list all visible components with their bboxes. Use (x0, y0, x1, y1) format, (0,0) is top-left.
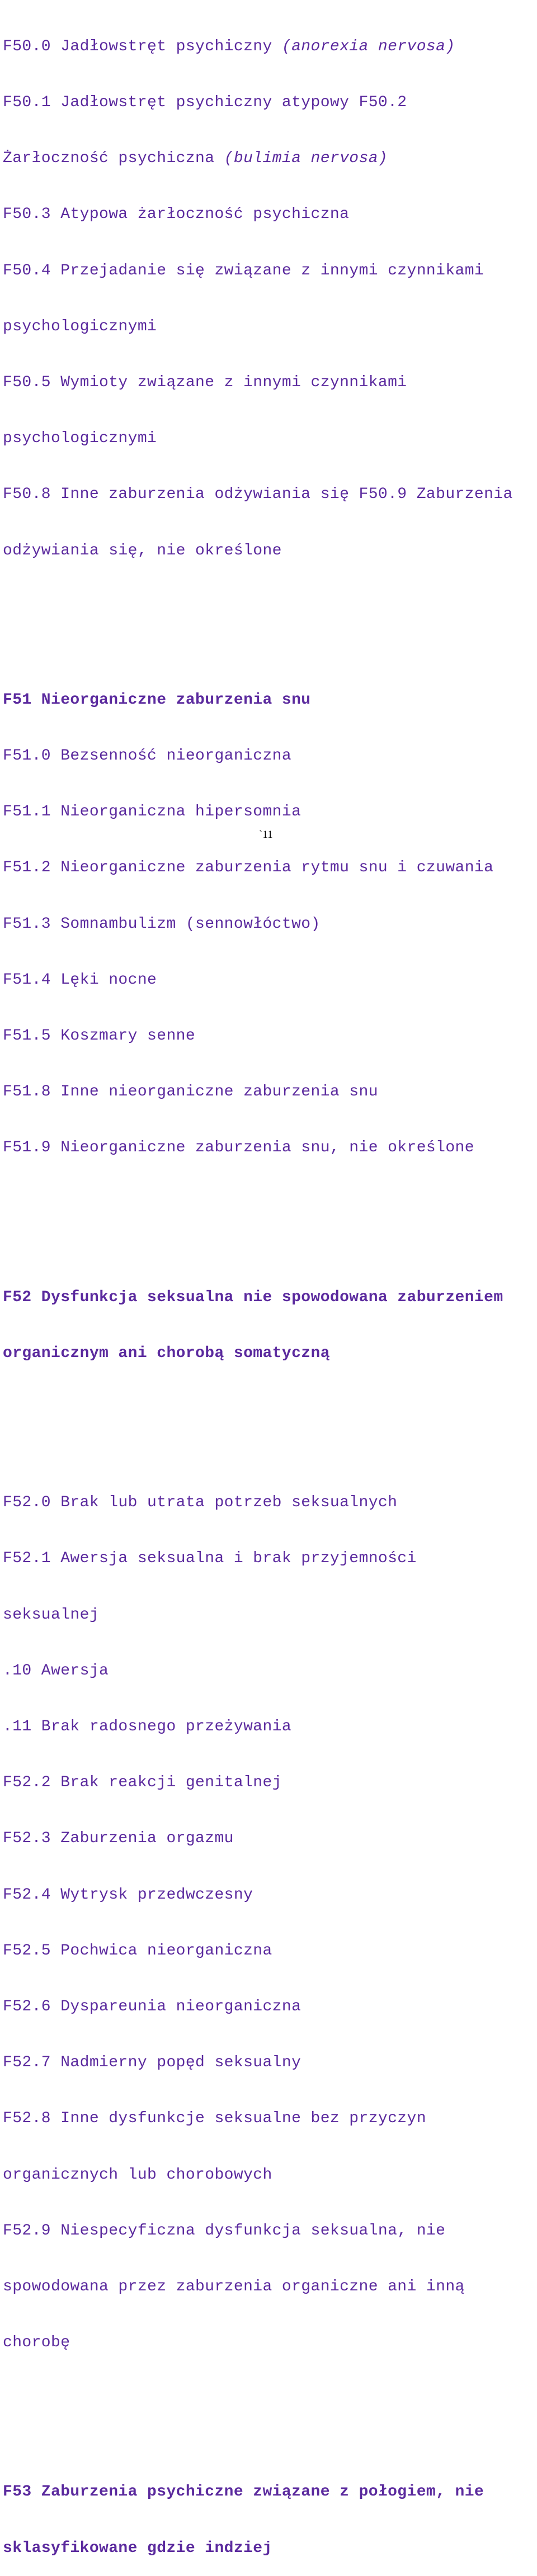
list-item: .10 Awersja (3, 1662, 109, 1680)
list-item: organicznych lub chorobowych (3, 2166, 272, 2184)
f50-2-text: Żarłoczność psychiczna (3, 150, 224, 168)
list-item: F52.3 Zaburzenia orgazmu (3, 1830, 234, 1848)
spacer (3, 2408, 537, 2427)
page-number: `11 (259, 829, 273, 841)
list-item: F52.8 Inne dysfunkcje seksualne bez przyczyn (3, 2110, 426, 2128)
f50-4-cont: psychologicznymi (3, 317, 157, 335)
spacer (3, 1419, 537, 1438)
f50-0-line (3, 37, 537, 56)
f50-1-line: F50.1 Jadłowstręt psychiczny atypowy F50.2 (3, 94, 407, 112)
f50-3-line: F50.3 Atypowa żarłoczność psychiczna (3, 206, 350, 224)
list-item: F51.5 Koszmary senne (3, 1027, 196, 1045)
list-item: spowodowana przez zaburzenia organiczne ani inną (3, 2278, 465, 2295)
list-item: F51.3 Somnambulizm (sennowłóctwo) (3, 915, 321, 933)
document-page (3, 0, 537, 2576)
list-item: F51.0 Bezsenność nieorganiczna (3, 747, 292, 765)
list-item: F52.2 Brak reakcji genitalnej (3, 1774, 282, 1792)
list-item: F52.5 Pochwica nieorganiczna (3, 1942, 272, 1960)
list-item: F52.7 Nadmierny popęd seksualny (3, 2054, 302, 2072)
f50-8-line: F50.8 Inne zaburzenia odżywiania się F50.9 Zaburzenia (3, 486, 513, 504)
f52-heading-line2: organicznym ani chorobą somatyczną (3, 1344, 330, 1362)
f51-heading: F51 Nieorganiczne zaburzenia snu (3, 691, 311, 709)
list-item: F51.4 Lęki nocne (3, 971, 157, 989)
f50-9-cont: odżywiania się, nie określone (3, 542, 282, 559)
f50-5-line: F50.5 Wymioty związane z innymi czynnikami (3, 374, 407, 392)
list-item: chorobę (3, 2334, 70, 2352)
list-item: F51.1 Nieorganiczna hipersomnia (3, 803, 302, 821)
list-item: F52.9 Niespecyficzna dysfunkcja seksualna, nie (3, 2222, 446, 2240)
list-item: seksualnej (3, 1606, 100, 1624)
list-item: F51.2 Nieorganiczne zaburzenia rytmu snu i czuwania (3, 859, 494, 877)
list-item: F51.8 Inne nieorganiczne zaburzenia snu (3, 1083, 378, 1101)
f50-2-latin: (bulimia nervosa) (224, 150, 388, 168)
spacer (3, 616, 537, 634)
list-item: .11 Brak radosnego przeżywania (3, 1718, 292, 1735)
list-item: F52.4 Wytrysk przedwczesny (3, 1886, 253, 1904)
f50-5-cont: psychologicznymi (3, 430, 157, 448)
spacer (3, 1213, 537, 1232)
f50-0-latin: (anorexia nervosa) (281, 37, 455, 55)
f50-2-line (3, 149, 537, 168)
list-item: F52.1 Awersja seksualna i brak przyjemności (3, 1550, 417, 1568)
f52-heading-line1: F52 Dysfunkcja seksualna nie spowodowana zaburzeniem (3, 1288, 503, 1306)
f53-heading-line2: sklasyfikowane gdzie indziej (3, 2539, 272, 2557)
f53-heading-line1: F53 Zaburzenia psychiczne związane z połogiem, nie (3, 2483, 484, 2501)
f50-0-text: F50.0 Jadłowstręt psychiczny (3, 37, 282, 55)
list-item: F51.9 Nieorganiczne zaburzenia snu, nie określone (3, 1139, 474, 1157)
f50-4-line: F50.4 Przejadanie się związane z innymi czynnikami (3, 262, 484, 279)
list-item: F52.0 Brak lub utrata potrzeb seksualnych (3, 1494, 398, 1512)
list-item: F52.6 Dyspareunia nieorganiczna (3, 1998, 302, 2015)
